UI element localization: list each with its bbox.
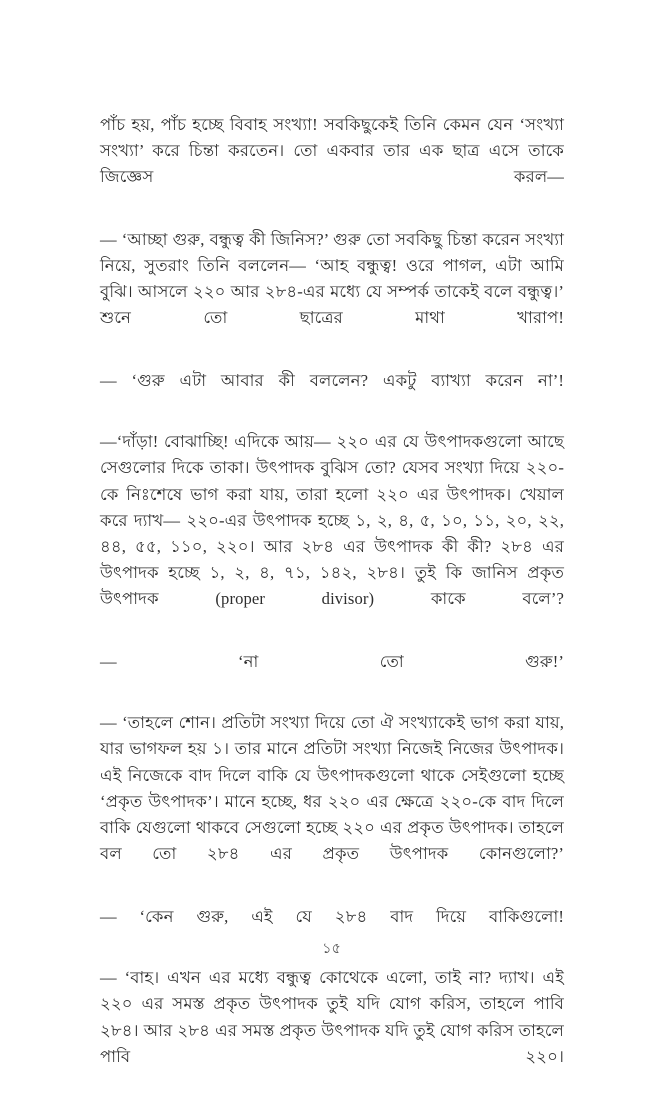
paragraph-6: — ‘তাহলে শোন। প্রতিটা সংখ্যা দিয়ে তো ঐ সংখ্যাকেই ভাগ করা যায়, যার ভাগফল হয় ১। তার মানে প্রতিটা সংখ্যা নিজেই নিজের উৎপাদক। এই নিজেকে বাদ দিলে বাকি যে উৎপাদকগুলো থাকে সেইগুলো হচ্ছে ‘প্রকৃত উৎপাদক’। মানে হচ্ছে, ধর ২২০ এর ক্ষেত্রে ২২০-কে বাদ দিলে বাকি যেগুলো থাকবে সেগুলো হচ্ছে ২২০ এর প্রকৃত উৎপাদক। তাহলে বল তো ২৮৪ এর প্রকৃত উৎপাদক কোনগুলো?’ <box>100 713 564 864</box>
paragraph-8: — ‘বাহ। এখন এর মধ্যে বন্ধুত্ব কোথেকে এলো, তাই না? দ্যাখ। এই ২২০ এর সমস্ত প্রকৃত উৎপাদক তুই যদি যোগ করিস, তাহলে পাবি ২৮৪। আর ২৮৪ এর সমস্ত প্রকৃত উৎপাদক যদি তুই যোগ করিস তাহলে পাবি ২২০। <box>100 968 564 1066</box>
paragraph-3: — ‘গুরু এটা আবার কী বললেন? একটু ব্যাখ্যা করেন না’! <box>100 370 564 390</box>
paragraph-4: —‘দাঁড়া! বোঝাচ্ছি! এদিকে আয়— ২২০ এর যে উৎপাদকগুলো আছে সেগুলোর দিকে তাকা। উৎপাদক বুঝিস তো? যেসব সংখ্যা দিয়ে ২২০-কে নিঃশেষে ভাগ করা যায়, তারা হলো ২২০ এর উৎপাদক। খেয়াল করে দ্যাখ— ২২০-এর উৎপাদক হচ্ছে ১, ২, ৪, ৫, ১০, ১১, ২০, ২২, ৪৪, ৫৫, ১১০, ২২০। আর ২৮৪ এর উৎপাদক কী কী? ২৮৪ এর উৎপাদক হচ্ছে ১, ২, ৪, ৭১, ১৪২, ২৮৪। তুই কি জানিস প্রকৃত উৎপাদক (proper divisor) কাকে বলে’? <box>100 432 564 609</box>
paragraph-7: — ‘কেন গুরু, এই যে ২৮৪ বাদ দিয়ে বাকিগুলো! <box>100 906 564 926</box>
page-number: ১৫ <box>322 941 341 957</box>
paragraph-1: পাঁচ হয়, পাঁচ হচ্ছে বিবাহ সংখ্যা! সবকিছুকেই তিনি কেমন যেন ‘সংখ্যা সংখ্যা’ করে চিন্তা করতেন। তো একবার তার এক ছাত্র এসে তাকে জিজ্ঞেস করল— <box>100 115 564 187</box>
paragraph-2: — ‘আচ্ছা গুরু, বন্ধুত্ব কী জিনিস?’ গুরু তো সবকিছু চিন্তা করেন সংখ্যা নিয়ে, সুতরাং তিনি বললেন— ‘আহ বন্ধুত্ব! ওরে পাগল, এটা আমি বুঝি। আসলে ২২০ আর ২৮৪-এর মধ্যে যে সম্পর্ক তাকেই বলে বন্ধুত্ব।’ শুনে তো ছাত্রের মাথা খারাপ! <box>100 229 564 328</box>
paragraph-5: — ‘না তো গুরু!’ <box>100 651 564 671</box>
